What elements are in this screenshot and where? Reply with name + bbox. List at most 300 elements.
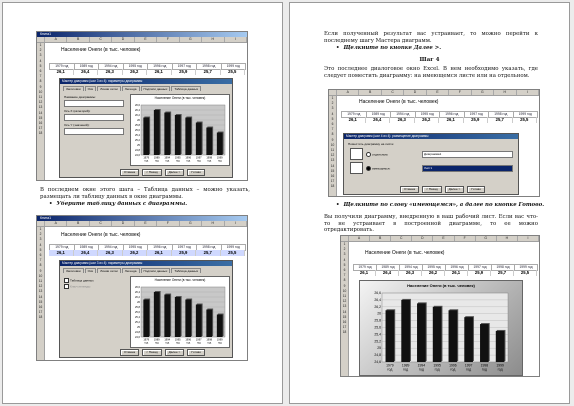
column-header: F: [449, 90, 471, 95]
column-header: D: [112, 221, 134, 226]
y-tick-label: 25,8: [134, 124, 140, 127]
row-header: 8: [331, 132, 334, 137]
y-tick-label: 24,8: [134, 331, 140, 334]
y-tick-label: 25,8: [134, 306, 140, 309]
row-header: 4: [39, 58, 42, 63]
chart-preview: [130, 276, 230, 348]
step4-heading: Шаг 4: [419, 57, 440, 63]
dialog-tab[interactable]: Подписи данных: [141, 268, 171, 273]
year-cell: 1999 год: [221, 63, 247, 70]
dialog-button[interactable]: Далее >: [445, 186, 465, 193]
dialog-button[interactable]: < Назад: [422, 186, 442, 193]
bar: [217, 315, 223, 338]
column-header: I: [518, 236, 539, 241]
y-tick-label: 25,4: [134, 316, 140, 319]
document-page-right: [289, 2, 570, 404]
sheet-title: Население Онеги (в тыс. человек): [365, 250, 445, 256]
column-header: H: [494, 90, 516, 95]
row-header: 3: [343, 252, 346, 257]
x-tick-label: 1999 год: [216, 156, 223, 163]
row-header: 1: [343, 242, 346, 246]
row-header: 1: [331, 96, 334, 100]
value-cell: 26,1: [147, 69, 172, 75]
x-tick-label: 1996 год: [449, 363, 457, 372]
x-tick-label: 1979 год: [143, 338, 150, 345]
dialog-tab[interactable]: Заголовки: [63, 86, 84, 91]
bullet-click-existing: • Щелкните по слову «имеющемся», а далее по кнопке Готово.: [336, 202, 545, 208]
y-tick-label: 26,4: [374, 297, 381, 302]
y-tick-label: 25,4: [374, 332, 381, 337]
column-header: G: [472, 90, 494, 95]
year-cell: 1994 год: [98, 244, 124, 251]
row-header: 7: [343, 273, 346, 278]
row-header: 2: [343, 247, 346, 252]
wizard-dialog-placement: [343, 133, 519, 195]
dialog-button[interactable]: Отмена: [120, 169, 139, 176]
year-cell: 1995 год: [123, 244, 149, 251]
year-cell: 1989 год: [74, 63, 100, 70]
y-tick-label: 24,8: [374, 353, 381, 358]
row-header: 11: [342, 294, 347, 299]
column-header: B: [359, 90, 381, 95]
column-header: B: [67, 37, 89, 42]
row-header: 2: [39, 48, 42, 53]
row-header: 3: [331, 106, 334, 111]
dialog-tab[interactable]: Таблица данных: [171, 86, 201, 91]
value-cell: 26,2: [123, 69, 148, 75]
value-cell: 26,2: [422, 270, 445, 276]
bar: [464, 317, 473, 362]
row-header: 14: [38, 110, 43, 115]
year-cell: 1999 год: [514, 264, 538, 271]
column-header: A: [45, 221, 67, 226]
row-header: 17: [330, 179, 335, 184]
y-tick-label: 26,6: [134, 104, 140, 107]
dialog-tab[interactable]: Оси: [85, 86, 97, 91]
y-tick-label: 25: [137, 326, 140, 329]
column-header: B: [370, 236, 391, 241]
column-headers: [341, 236, 539, 242]
year-cell: 1996 год: [445, 264, 469, 271]
value-cell: 25,5: [513, 117, 538, 123]
bar: [496, 331, 505, 362]
radio-existing[interactable]: [366, 166, 390, 171]
value-cell: 26,1: [147, 250, 172, 256]
row-header: 4: [331, 111, 334, 116]
y-tick-label: 26,2: [374, 304, 381, 309]
dialog-tab[interactable]: Подписи данных: [141, 86, 171, 91]
dialog-button[interactable]: Отмена: [400, 186, 419, 193]
wizard-dialog: [59, 78, 233, 178]
dialog-title: Мастер диаграмм (шаг 4 из 4): размещение диаграммы: [344, 134, 518, 139]
value-cell: 26,1: [49, 69, 74, 75]
chart-preview-title: Население Онеги (в тыс. человек): [154, 278, 206, 282]
x-tick-label: 1995 год: [433, 363, 441, 372]
bar: [401, 300, 410, 362]
row-header: 3: [39, 53, 42, 58]
x-tick-label: 1997 год: [464, 363, 473, 372]
row-header: 15: [330, 168, 335, 173]
dialog-button[interactable]: Готово: [187, 169, 205, 176]
column-headers: [329, 90, 539, 96]
radio-circle: [366, 166, 371, 171]
year-cell: 1997 год: [172, 244, 198, 251]
radio-label: отдельном:: [372, 152, 389, 157]
y-tick-label: 25,2: [134, 321, 140, 324]
dialog-tab[interactable]: Заголовки: [63, 268, 84, 273]
y-tick-label: 25,4: [134, 134, 140, 137]
legend-keys-checkbox[interactable]: [64, 284, 90, 289]
row-header: 4: [39, 242, 42, 247]
row-header: 13: [38, 289, 43, 294]
row-header: 11: [38, 95, 43, 100]
y-tick-label: 25: [377, 346, 381, 351]
row-header: 10: [342, 288, 347, 293]
value-cell: 26,3: [98, 69, 123, 75]
y-tick-label: 24,6: [134, 336, 140, 339]
bar: [164, 295, 170, 338]
chart-preview-title: Население Онеги (в тыс. человек): [154, 96, 206, 100]
year-cell: 1995 год: [123, 63, 149, 70]
column-header-corner: [329, 90, 337, 95]
existing-sheet-select[interactable]: Лист1: [422, 165, 513, 172]
axis-y-label: Ось Y (значений):: [64, 123, 90, 127]
x-tick-label: 1997 год: [195, 338, 202, 345]
bar: [417, 303, 426, 362]
x-tick-label: 1996 год: [185, 156, 192, 163]
paragraph-result: Вы получили диаграмму, внедренную в ваш рабочий лист. Если вас что-то не устраивает в построенной диаграмме, то ее можно отредактировать.: [324, 214, 538, 234]
column-header: F: [157, 37, 179, 42]
year-cell: 1997 год: [464, 111, 490, 118]
row-header: 7: [39, 258, 42, 263]
column-header: G: [180, 221, 202, 226]
row-header: 6: [331, 122, 334, 127]
column-header: B: [67, 221, 89, 226]
column-header: C: [391, 236, 412, 241]
year-cell: 1979 год: [49, 244, 75, 251]
y-tick-label: 25,6: [374, 325, 381, 330]
row-header: 2: [331, 101, 334, 106]
bar: [185, 300, 191, 338]
dialog-button[interactable]: Готово: [187, 349, 205, 356]
row-header: 1: [39, 227, 42, 231]
value-cell: 26,1: [445, 270, 468, 276]
dialog-button[interactable]: Отмена: [120, 349, 139, 356]
year-cell: 1995 год: [415, 111, 441, 118]
axis-x-input[interactable]: [64, 114, 124, 121]
x-tick-label: 1997 год: [195, 156, 202, 163]
row-header: 14: [330, 163, 335, 168]
row-header: 18: [38, 131, 43, 136]
y-tick-label: 25,8: [374, 318, 381, 323]
dialog-button[interactable]: Далее >: [165, 349, 185, 356]
value-cell: 25,9: [468, 270, 491, 276]
bullet-text: Щелкните по слову «имеющемся», а далее по кнопке Готово.: [343, 202, 545, 208]
bar: [449, 310, 458, 362]
row-header: 11: [38, 279, 43, 284]
row-header: 14: [342, 309, 347, 314]
x-tick-label: 1999 год: [216, 338, 223, 345]
row-headers: [37, 227, 45, 360]
value-cell: 25,5: [221, 69, 246, 75]
bar: [433, 307, 442, 362]
radio-label: имеющемся:: [372, 166, 391, 171]
row-header: 7: [331, 127, 334, 132]
row-header: 10: [38, 273, 43, 278]
row-header: 9: [331, 137, 334, 142]
bar: [175, 297, 181, 337]
bar: [196, 305, 202, 338]
year-cell: 1998 год: [491, 264, 515, 271]
tab-strip: [63, 268, 201, 273]
value-cell: 26,3: [98, 250, 123, 256]
sheet-title: Население Онеги (в тыс. человек): [61, 47, 141, 53]
sheet-title: Население Онеги (в тыс. человек): [359, 99, 439, 105]
row-header: 8: [343, 278, 346, 283]
column-header: H: [202, 221, 224, 226]
year-cell: 1999 год: [513, 111, 539, 118]
year-cell: 1979 год: [341, 111, 367, 118]
embedded-chart[interactable]: [359, 280, 523, 376]
wizard-dialog: [59, 260, 233, 358]
separate-sheet-name-input[interactable]: Диаграмма1: [422, 151, 513, 158]
y-tick-label: 24,6: [134, 154, 140, 157]
x-tick-label: 1994 год: [164, 338, 171, 345]
year-cell: 1999 год: [221, 244, 247, 251]
value-row: [353, 270, 537, 276]
radio-circle: [366, 152, 371, 157]
year-cell: 1989 год: [376, 264, 400, 271]
row-header: 16: [38, 305, 43, 310]
column-headers: [37, 221, 247, 227]
row-headers: [329, 96, 337, 196]
x-tick-label: 1996 год: [185, 338, 192, 345]
row-header: 12: [342, 299, 347, 304]
y-tick-label: 25,6: [134, 311, 140, 314]
chart-title-label: Название диаграммы:: [64, 95, 96, 99]
column-header: I: [225, 221, 247, 226]
column-header: D: [112, 37, 134, 42]
x-tick-label: 1999 год: [496, 363, 504, 372]
row-header: 15: [38, 115, 43, 120]
column-header: I: [517, 90, 539, 95]
dialog-button[interactable]: Далее >: [165, 169, 185, 176]
dialog-title: Мастер диаграмм (шаг 3 из 4): параметры диаграммы: [60, 79, 232, 84]
x-tick-label: 1995 год: [174, 338, 181, 345]
row-header: 9: [39, 268, 42, 273]
column-header-corner: [37, 221, 45, 226]
column-header: D: [412, 236, 433, 241]
row-header: 13: [38, 105, 43, 110]
value-row: [49, 69, 245, 75]
dialog-tab[interactable]: Линии сетки: [97, 86, 120, 91]
row-header: 9: [343, 283, 346, 288]
column-header: F: [455, 236, 476, 241]
paragraph-last-dialog: Это последнее диалоговое окно Excel. В нем необходимо указать, где следует поместить диаграмму: на имеющемся листе или на отдельном.: [324, 66, 538, 79]
column-header: E: [135, 37, 157, 42]
value-cell: 26,1: [353, 270, 376, 276]
bullet-text: Щелкните по кнопке Далее >.: [343, 45, 442, 51]
dialog-title: Мастер диаграмм (шаг 3 из 4): параметры диаграммы: [60, 261, 232, 266]
dialog-tab[interactable]: Легенда: [122, 86, 140, 91]
value-cell: 25,9: [172, 69, 197, 75]
value-cell: 25,9: [172, 250, 197, 256]
bar: [185, 118, 191, 156]
window-titlebar: Книга1: [37, 216, 247, 221]
row-header: 6: [343, 268, 346, 273]
year-cell: 1994 год: [98, 63, 124, 70]
x-tick-label: 1998 год: [206, 156, 213, 163]
value-cell: 26,4: [74, 250, 99, 256]
year-cell: 1998 год: [196, 244, 222, 251]
column-header: E: [135, 221, 157, 226]
dialog-tab[interactable]: Таблица данных: [171, 268, 201, 273]
bar: [154, 292, 160, 337]
excel-screenshot-step3-titles: [36, 31, 248, 181]
value-cell: 25,5: [514, 270, 537, 276]
y-tick-label: 26,6: [374, 291, 381, 295]
dialog-button[interactable]: < Назад: [142, 349, 162, 356]
row-header: 4: [343, 257, 346, 262]
chart-title-input[interactable]: [64, 100, 124, 107]
column-header: C: [90, 221, 112, 226]
row-header: 10: [330, 142, 335, 147]
column-header: F: [157, 221, 179, 226]
x-tick-label: 1994 год: [417, 363, 426, 372]
value-cell: 26,3: [390, 117, 415, 123]
row-header: 17: [342, 325, 347, 330]
row-header: 12: [38, 284, 43, 289]
bar: [143, 300, 149, 338]
x-tick-label: 1998 год: [206, 338, 213, 345]
column-header: E: [433, 236, 454, 241]
bullet-text: Уберите таблицу данных с диаграммы.: [56, 201, 188, 207]
value-row: [341, 117, 537, 123]
value-cell: 26,2: [123, 250, 148, 256]
year-cell: 1979 год: [49, 63, 75, 70]
row-header: 5: [39, 63, 42, 68]
x-tick-label: 1994 год: [164, 156, 171, 163]
value-cell: 25,7: [488, 117, 513, 123]
column-header: G: [476, 236, 497, 241]
bar: [480, 324, 489, 362]
paragraph-data-table: В последнем окне этого шага – Таблица данных – можно указать, размещать ли таблицу данных в окне диаграммы.: [40, 187, 250, 200]
row-header: 13: [342, 304, 347, 309]
row-header: 3: [39, 237, 42, 242]
y-tick-label: 24,8: [134, 149, 140, 152]
year-cell: 1994 год: [390, 111, 416, 118]
row-header: 11: [330, 148, 335, 153]
y-tick-label: 26: [377, 311, 381, 316]
dialog-tab[interactable]: Оси: [85, 268, 97, 273]
column-header: E: [427, 90, 449, 95]
bullet-remove-table: • Уберите таблицу данных с диаграммы.: [49, 201, 188, 207]
y-tick-label: 26,2: [134, 114, 140, 117]
year-cell: 1996 год: [147, 244, 173, 251]
preview-bar-chart: [131, 102, 229, 164]
checkbox-label: Таблица данных: [70, 278, 94, 283]
row-header: 16: [342, 320, 347, 325]
row-header: 18: [330, 184, 335, 189]
row-header: 6: [39, 69, 42, 74]
column-header: H: [202, 37, 224, 42]
sheet-icon: [350, 148, 363, 160]
embedded-chart-title: Население Онеги (в тыс. человек): [407, 283, 475, 288]
row-header: 8: [39, 263, 42, 268]
row-header: 12: [330, 153, 335, 158]
x-tick-label: 1998 год: [480, 363, 489, 372]
column-header-corner: [341, 236, 349, 241]
year-cell: 1995 год: [422, 264, 446, 271]
dialog-buttons: [400, 186, 485, 193]
data-table-checkbox[interactable]: [64, 278, 94, 283]
column-header: A: [349, 236, 370, 241]
excel-screenshot-step4: [328, 89, 540, 197]
row-header: 5: [331, 116, 334, 121]
dialog-button[interactable]: Готово: [467, 186, 485, 193]
row-header: 17: [38, 126, 43, 131]
sheet-icon: [350, 162, 363, 174]
year-cell: 1996 год: [439, 111, 465, 118]
bar: [206, 128, 212, 156]
row-header: 15: [342, 314, 347, 319]
y-tick-label: 26,2: [134, 296, 140, 299]
dialog-button[interactable]: < Назад: [142, 169, 162, 176]
row-headers: [37, 43, 45, 180]
x-tick-label: 1989 год: [153, 338, 160, 345]
axis-x-label: Ось X (категорий):: [64, 109, 91, 113]
row-header: 15: [38, 299, 43, 304]
value-cell: 26,1: [341, 117, 366, 123]
row-header: 8: [39, 79, 42, 84]
year-cell: 1994 год: [399, 264, 423, 271]
dialog-buttons: [120, 349, 205, 356]
y-tick-label: 25,2: [374, 339, 381, 344]
excel-screenshot-step3-table: [36, 215, 248, 361]
row-header: 7: [39, 74, 42, 79]
year-cell: 1997 год: [172, 63, 198, 70]
row-header: 16: [330, 174, 335, 179]
x-tick-label: 1989 год: [153, 156, 160, 163]
bar: [217, 133, 223, 156]
document-page-left: [2, 2, 283, 404]
dialog-tab[interactable]: Линии сетки: [97, 268, 120, 273]
column-header: A: [337, 90, 359, 95]
radio-separate[interactable]: [366, 152, 388, 157]
value-cell: 26,2: [415, 117, 440, 123]
year-cell: 1998 год: [488, 111, 514, 118]
row-header: 6: [39, 253, 42, 258]
row-header: 10: [38, 89, 43, 94]
y-tick-label: 25,6: [134, 129, 140, 132]
year-cell: 1979 год: [353, 264, 377, 271]
year-cell: 1996 год: [147, 63, 173, 70]
axis-y-input[interactable]: [64, 128, 124, 135]
x-tick-label: 1979 год: [386, 363, 394, 372]
checkbox-label: Ключ легенды: [70, 284, 91, 289]
preview-bar-chart: [131, 284, 229, 346]
bar: [386, 310, 395, 362]
year-cell: 1997 год: [468, 264, 492, 271]
row-header: 9: [39, 84, 42, 89]
dialog-tab[interactable]: Легенда: [122, 268, 140, 273]
placement-label: Поместить диаграмму на листе:: [348, 142, 395, 146]
bar: [206, 310, 212, 338]
checkbox-box: [64, 284, 69, 289]
row-header: 14: [38, 294, 43, 299]
row-header: 12: [38, 100, 43, 105]
bar: [143, 118, 149, 156]
